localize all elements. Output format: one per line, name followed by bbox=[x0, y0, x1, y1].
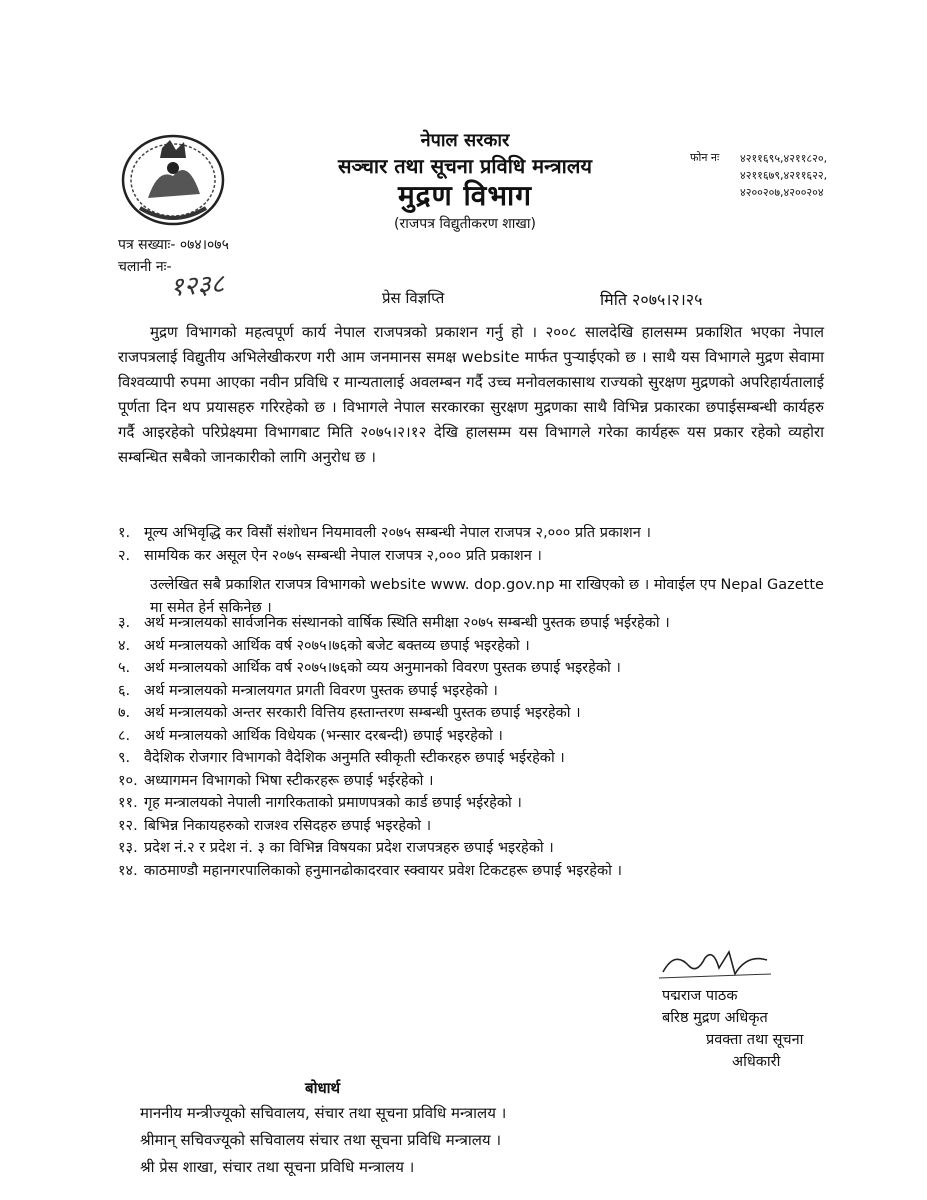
item-number: ७. bbox=[118, 705, 131, 721]
item-number: १०. bbox=[118, 772, 138, 789]
website-note: उल्लेखित सबै प्रकाशित राजपत्र विभागको website www. dop.gov.np मा राखिएको छ । मोवाईल एप Nepal Gazette मा समेत हेर्न सकिनेछ । bbox=[150, 577, 824, 616]
item-text: वैदेशिक रोजगार विभागको वैदेशिक अनुमति स्वीकृती स्टीकरहरु छपाई भईरहेको । bbox=[144, 750, 565, 766]
signatory-post: बरिष्ठ मुद्रण अधिकृत bbox=[662, 1010, 768, 1026]
signatory-role-cont: अधिकारी bbox=[732, 1054, 781, 1070]
phone-line: ४२११६९५,४२११८२०, bbox=[740, 152, 828, 165]
item-text: अर्थ मन्त्रालयको आर्थिक वर्ष २०७५।७६को बजेट बक्तव्य छपाई भइरहेको । bbox=[144, 637, 530, 654]
government-name: नेपाल सरकार bbox=[420, 130, 510, 151]
list-item bbox=[118, 522, 838, 545]
item-text: प्रदेश नं.२ र प्रदेश नं. ३ का विभिन्न विषयका प्रदेश राजपत्रहरु छपाई भइरहेको । bbox=[144, 840, 554, 856]
phone-numbers bbox=[740, 150, 850, 201]
list-item bbox=[118, 815, 838, 838]
list-item bbox=[118, 725, 838, 748]
item-text: अर्थ मन्त्रालयको आर्थिक विधेयक (भन्सार दरबन्दी) छपाई भइरहेको । bbox=[144, 727, 503, 744]
copies-heading: बोधार्थ bbox=[305, 1079, 341, 1097]
copy-line: श्री प्रेस शाखा, संचार तथा सूचना प्रविधि मन्त्रालय । bbox=[140, 1158, 415, 1176]
item-number: ६. bbox=[118, 682, 131, 699]
list-item bbox=[118, 545, 838, 568]
signatory-name: पद्मराज पाठक bbox=[662, 988, 738, 1004]
copies-list bbox=[140, 1100, 506, 1181]
list-item bbox=[118, 770, 838, 793]
department-name: मुद्रण विभाग bbox=[397, 179, 533, 212]
item-text: अर्थ मन्त्रालयको मन्त्रालयगत प्रगती विवरण पुस्तक छपाई भइरहेको । bbox=[144, 682, 498, 699]
item-number: १२. bbox=[118, 817, 138, 834]
handwritten-dispatch-number: १२३८ bbox=[169, 269, 226, 303]
phone-label: फोन नः bbox=[690, 151, 720, 164]
item-number: २. bbox=[118, 547, 131, 564]
copy-line: श्रीमान् सचिवज्यूको सचिवालय संचार तथा सूचना प्रविधि मन्त्रालय । bbox=[140, 1131, 502, 1149]
list-item bbox=[118, 860, 838, 883]
signatory-role: प्रवक्ता तथा सूचना bbox=[706, 1032, 804, 1048]
list-item bbox=[118, 747, 838, 770]
notice-date: मिति २०७५।२।२५ bbox=[600, 290, 703, 309]
list-item bbox=[118, 837, 838, 860]
list-item bbox=[118, 635, 838, 658]
item-text: अर्थ मन्त्रालयको आर्थिक वर्ष २०७५।७६को व्यय अनुमानको विवरण पुस्तक छपाई भइरहेको । bbox=[144, 660, 621, 676]
item-text: मूल्य अभिवृद्धि कर विसौं संशोधन नियमावली २०७५ सम्बन्धी नेपाल राजपत्र २,००० प्रति प्रकाशन । bbox=[144, 525, 651, 541]
item-text: बिभिन्न निकायहरुको राजश्व रसिदहरु छपाई भइरहेको । bbox=[144, 817, 432, 834]
item-number: ९. bbox=[118, 750, 131, 766]
letter-number: पत्र सख्याः- ०७४।०७५ bbox=[118, 237, 229, 253]
list-item bbox=[118, 657, 838, 680]
item-text: अध्यागमन विभागको भिषा स्टीकरहरू छपाई भईरहेको । bbox=[144, 772, 434, 789]
list-item bbox=[118, 702, 838, 725]
item-text: अर्थ मन्त्रालयको सार्वजनिक संस्थानको वार्षिक स्थिति समीक्षा २०७५ सम्बन्धी पुस्तक छपाई भईरहेको । bbox=[144, 615, 670, 631]
item-number: १४. bbox=[118, 862, 138, 879]
item-text: गृह मन्त्रालयको नेपाली नागरिकताको प्रमाणपत्रको कार्ड छपाई भईरहेको । bbox=[144, 795, 522, 811]
notice-title: प्रेस विज्ञप्ति bbox=[382, 289, 445, 307]
item-number: १३. bbox=[118, 840, 138, 856]
signatory-block bbox=[662, 985, 803, 1073]
item-number: ३. bbox=[118, 615, 131, 631]
item-number: ५. bbox=[118, 660, 131, 676]
item-text: अर्थ मन्त्रालयको अन्तर सरकारी वित्तिय हस्तान्तरण सम्बन्धी पुस्तक छपाई भइरहेको । bbox=[144, 705, 581, 721]
item-number: ४. bbox=[118, 637, 131, 654]
signature-icon bbox=[655, 944, 775, 984]
nepal-emblem-icon bbox=[118, 128, 228, 228]
item-text: सामयिक कर असूल ऐन २०७५ सम्बन्धी नेपाल राजपत्र २,००० प्रति प्रकाशन । bbox=[144, 547, 542, 564]
list-item bbox=[118, 680, 838, 703]
phone-line: ४२११६७९,४२११६२२, bbox=[740, 169, 828, 182]
section-name: (राजपत्र विद्युतीकरण शाखा) bbox=[394, 216, 536, 232]
dispatch-number: चलानी नः- bbox=[118, 259, 172, 275]
copy-line: माननीय मन्त्रीज्यूको सचिवालय, संचार तथा सूचना प्रविधि मन्त्रालय । bbox=[140, 1104, 507, 1122]
ministry-name: सञ्चार तथा सूचना प्रविधि मन्त्रालय bbox=[337, 154, 593, 178]
item-number: ८. bbox=[118, 727, 131, 744]
item-text: काठमाण्डौ महानगरपालिकाको हनुमानढोकादरवार स्क्वायर प्रवेश टिकटहरू छपाई भइरहेको । bbox=[144, 862, 623, 879]
item-number: १. bbox=[118, 525, 131, 541]
notice-paragraph: मुद्रण विभागको महत्वपूर्ण कार्य नेपाल राजपत्रको प्रकाशन गर्नु हो । २००८ सालदेखि हालसम्म प्रकाशित भएका नेपाल राजपत्रलाई विद्युतीय अभिलेखीकरण गरी आम जनमानस समक्ष website मार्फत पुऱ्याईएको छ । साथै यस विभागले मुद्रण सेवामा विश्वव्यापी रुपमा आएका नवीन प्रविधि र मान्यतालाई अवलम्बन गर्दै उच्च मनोवलकासाथ राज्यको सुरक्षण मुद्रणको अपरिहार्यतालाई पूर्णता दिन थप प्रयासहरु गरिरहेको छ । विभागले नेपाल सरकारका सुरक्षण मुद्रणका साथै विभिन्न प्रकारका छपाईसम्बन्धी कार्यहरु गर्दै आइरहेको परिप्रेक्ष्यमा विभागबाट मिति २०७५।२।१२ देखि हालसम्म यस विभागले गरेका कार्यहरू यस प्रकार रहेको व्यहोरा सम्बन्धित सबैको जानकारीको लागि अनुरोध छ । bbox=[118, 323, 824, 466]
item-number: ११. bbox=[118, 795, 138, 811]
phone-line: ४२००२०७,४२००२०४ bbox=[740, 186, 824, 199]
list-item bbox=[118, 792, 838, 815]
